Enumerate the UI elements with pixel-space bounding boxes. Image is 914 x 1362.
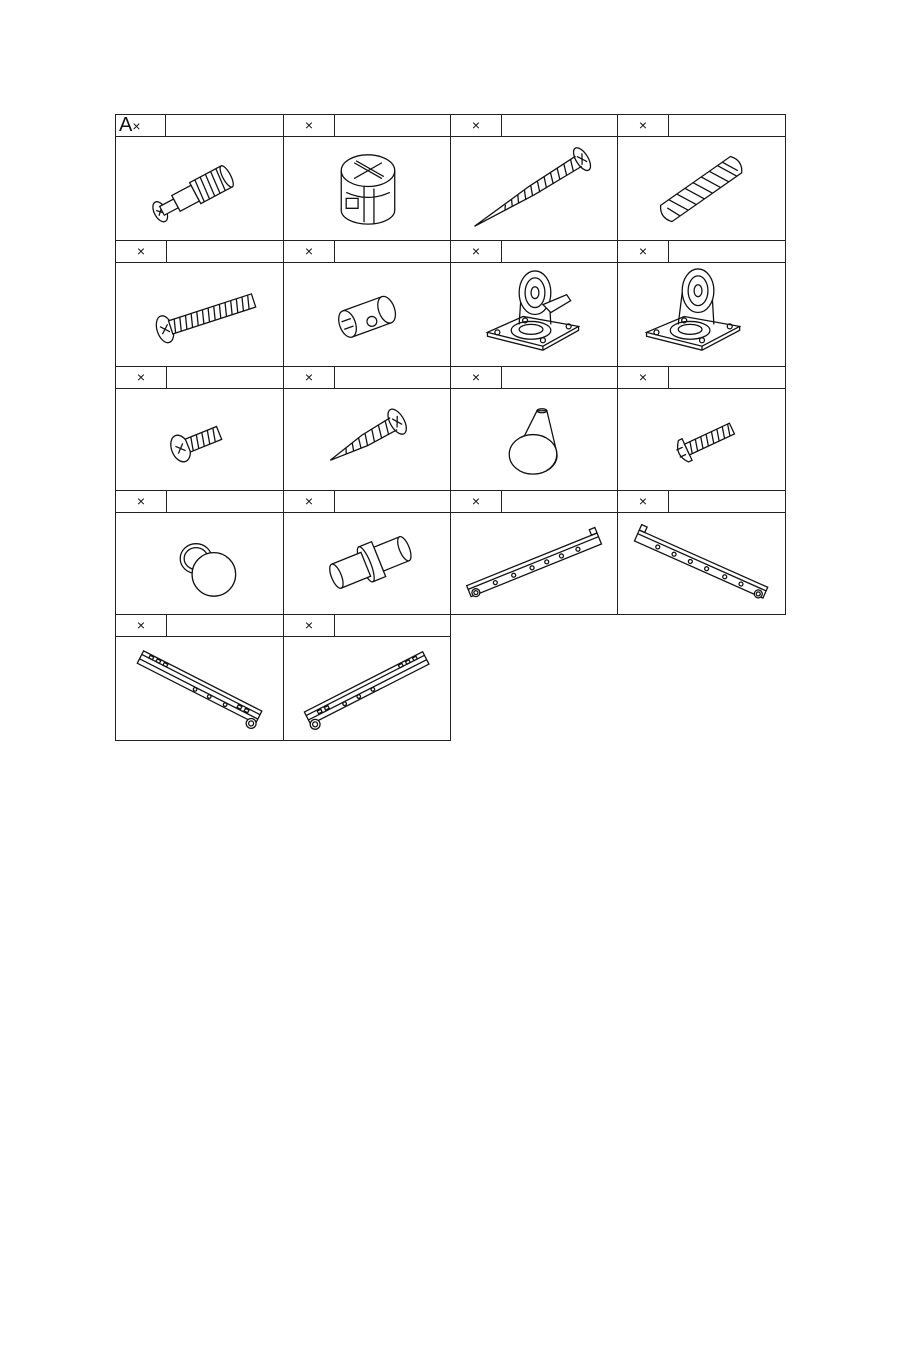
part-header xyxy=(451,241,617,263)
part-cell xyxy=(450,490,618,615)
times-sign: × xyxy=(618,241,669,262)
cabinet-rail-right-icon xyxy=(284,637,450,740)
part-header xyxy=(451,491,617,513)
drawer-rail-left-icon xyxy=(451,513,617,614)
quantity-blank xyxy=(502,367,617,388)
part-header xyxy=(284,615,450,637)
times-sign: × xyxy=(116,615,167,636)
quantity-blank xyxy=(502,115,617,136)
part-cell xyxy=(115,240,284,367)
times-sign: × xyxy=(116,491,167,512)
part-cell xyxy=(283,240,451,367)
part-cell xyxy=(617,114,786,241)
part-header xyxy=(116,367,283,389)
caster-icon xyxy=(618,263,785,366)
part-cell xyxy=(115,614,284,741)
part-header xyxy=(618,115,785,137)
quantity-blank xyxy=(335,115,450,136)
times-sign: × xyxy=(284,241,335,262)
quantity-blank xyxy=(669,367,785,388)
part-cell xyxy=(283,366,451,491)
part-cell xyxy=(115,366,284,491)
part-cell xyxy=(450,240,618,367)
part-header xyxy=(451,367,617,389)
times-sign: × xyxy=(451,115,502,136)
drawer-rail-right-icon xyxy=(618,513,785,614)
times-sign: × xyxy=(451,241,502,262)
quantity-blank xyxy=(335,615,450,636)
times-sign: × xyxy=(618,115,669,136)
part-cell xyxy=(617,240,786,367)
part-header xyxy=(116,491,283,513)
cam-lock-icon xyxy=(284,137,450,240)
quantity-blank xyxy=(669,491,785,512)
short-bolt-icon xyxy=(116,389,283,490)
part-cell xyxy=(283,490,451,615)
shelf-pin-icon xyxy=(284,513,450,614)
part-cell-a xyxy=(115,114,284,241)
truss-head-bolt-icon xyxy=(618,389,785,490)
times-sign: × xyxy=(116,367,167,388)
times-sign: × xyxy=(618,367,669,388)
cover-cap-icon xyxy=(116,513,283,614)
part-header xyxy=(451,115,617,137)
part-header xyxy=(618,241,785,263)
part-header xyxy=(284,115,450,137)
caster-with-brake-icon xyxy=(451,263,617,366)
times-sign: × xyxy=(132,118,141,134)
quantity-blank xyxy=(167,367,283,388)
long-machine-bolt-icon xyxy=(116,263,283,366)
part-cell xyxy=(617,366,786,491)
part-header xyxy=(618,491,785,513)
part-header xyxy=(116,615,283,637)
conical-knob-icon xyxy=(451,389,617,490)
quantity-blank xyxy=(335,241,450,262)
times-sign: × xyxy=(451,367,502,388)
quantity-blank xyxy=(167,491,283,512)
part-header xyxy=(116,115,283,137)
times-sign: × xyxy=(116,241,167,262)
quantity-blank xyxy=(669,241,785,262)
part-header xyxy=(284,367,450,389)
times-sign: × xyxy=(284,367,335,388)
part-header xyxy=(618,367,785,389)
times-sign: × xyxy=(618,491,669,512)
long-wood-screw-icon xyxy=(451,137,617,240)
quantity-blank xyxy=(502,241,617,262)
quantity-blank xyxy=(335,367,450,388)
part-header xyxy=(116,241,283,263)
part-header xyxy=(284,241,450,263)
hardware-parts-grid xyxy=(115,114,786,741)
wooden-dowel-icon xyxy=(618,137,785,240)
quantity-blank xyxy=(335,491,450,512)
short-wood-screw-icon xyxy=(284,389,450,490)
part-cell xyxy=(115,490,284,615)
cam-bolt-icon xyxy=(116,137,283,240)
part-cell xyxy=(283,114,451,241)
quantity-blank xyxy=(167,241,283,262)
part-cell xyxy=(450,114,618,241)
quantity-blank xyxy=(167,615,283,636)
barrel-nut-icon xyxy=(284,263,450,366)
part-header xyxy=(284,491,450,513)
quantity-blank xyxy=(669,115,785,136)
part-cell xyxy=(617,490,786,615)
times-sign: × xyxy=(284,615,335,636)
part-cell xyxy=(283,614,451,741)
quantity-blank xyxy=(167,115,283,136)
times-sign: × xyxy=(451,491,502,512)
part-cell xyxy=(450,366,618,491)
quantity-blank xyxy=(502,491,617,512)
times-sign: × xyxy=(284,491,335,512)
part-label xyxy=(116,115,166,136)
times-sign: × xyxy=(284,115,335,136)
cabinet-rail-left-icon xyxy=(116,637,283,740)
part-letter: A xyxy=(119,114,133,136)
